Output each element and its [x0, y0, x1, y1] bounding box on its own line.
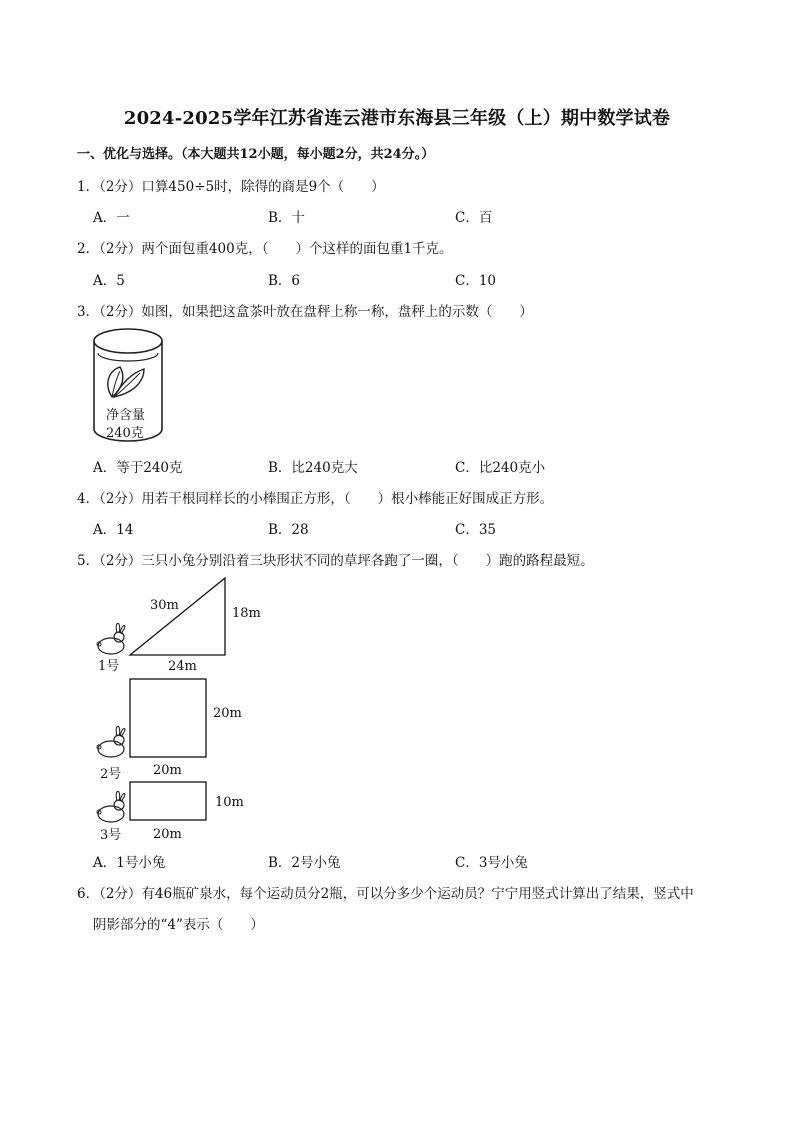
- square-lawn: [130, 679, 206, 757]
- tea-weight-value: 240克: [106, 426, 144, 441]
- triangle-hypotenuse-label: 30m: [150, 598, 179, 613]
- question-6: 6．（2分）有46瓶矿泉水，每个运动员分2瓶，可以分多少个运动员？宁宁用竖式计算出了结果，竖式中: [77, 886, 694, 902]
- q2-option-b[interactable]: B．6: [268, 273, 301, 289]
- rabbit-2-icon: [97, 726, 125, 757]
- rabbit-1-icon: [97, 623, 125, 654]
- page-title: 2024-2025学年江苏省连云港市东海县三年级（上）期中数学试卷: [123, 108, 671, 129]
- question-6-continued: 阴影部分的“4”表示（ ）: [93, 917, 264, 933]
- q4-option-c[interactable]: C．35: [455, 522, 497, 538]
- rectangle-side-label: 10m: [215, 795, 244, 810]
- rabbit-3-icon: [97, 791, 125, 822]
- q4-option-b[interactable]: B．28: [268, 522, 309, 538]
- rabbit-2-label: 2号: [100, 767, 122, 782]
- rabbit-1-label: 1号: [98, 659, 120, 674]
- question-3: 3．（2分）如图，如果把这盒茶叶放在盘秤上称一称，盘秤上的示数（ ）: [77, 304, 533, 320]
- rectangle-base-label: 20m: [153, 827, 182, 842]
- square-base-label: 20m: [153, 763, 182, 778]
- tea-net-weight-label: 净含量: [106, 408, 146, 423]
- question-4: 4．（2分）用若干根同样长的小棒围正方形，（ ）根小棒能正好围成正方形。: [77, 491, 554, 507]
- triangle-lawn: [130, 578, 225, 655]
- q3-option-c[interactable]: C．比240克小: [455, 460, 546, 476]
- question-1: 1．（2分）口算450÷5时，除得的商是9个（ ）: [77, 179, 385, 195]
- q2-option-c[interactable]: C．10: [455, 273, 497, 289]
- q1-option-a[interactable]: A．一: [93, 210, 130, 226]
- rabbit-3-label: 3号: [100, 828, 122, 843]
- q5-option-a[interactable]: A．1号小兔: [93, 855, 166, 871]
- section-heading: 一、优化与选择。（本大题共12小题，每小题2分，共24分。）: [77, 147, 435, 162]
- q4-option-a[interactable]: A．14: [93, 522, 134, 538]
- q3-option-b[interactable]: B．比240克大: [268, 460, 358, 476]
- q2-option-a[interactable]: A．5: [93, 273, 125, 289]
- q5-option-c[interactable]: C．3号小兔: [455, 855, 528, 871]
- q3-option-a[interactable]: A．等于240克: [93, 460, 183, 476]
- rectangle-lawn: [130, 782, 206, 820]
- q1-option-c[interactable]: C．百: [455, 210, 493, 226]
- square-side-label: 20m: [213, 706, 242, 721]
- triangle-base-label: 24m: [168, 659, 197, 674]
- q1-option-b[interactable]: B．十: [268, 210, 305, 226]
- question-5: 5．（2分）三只小兔分别沿着三块形状不同的草坪各跑了一圈，（ ）跑的路程最短。: [77, 553, 594, 569]
- triangle-side-label: 18m: [232, 606, 261, 621]
- question-2: 2．（2分）两个面包重400克，（ ）个这样的面包重1千克。: [77, 241, 453, 257]
- q5-option-b[interactable]: B．2号小兔: [268, 855, 341, 871]
